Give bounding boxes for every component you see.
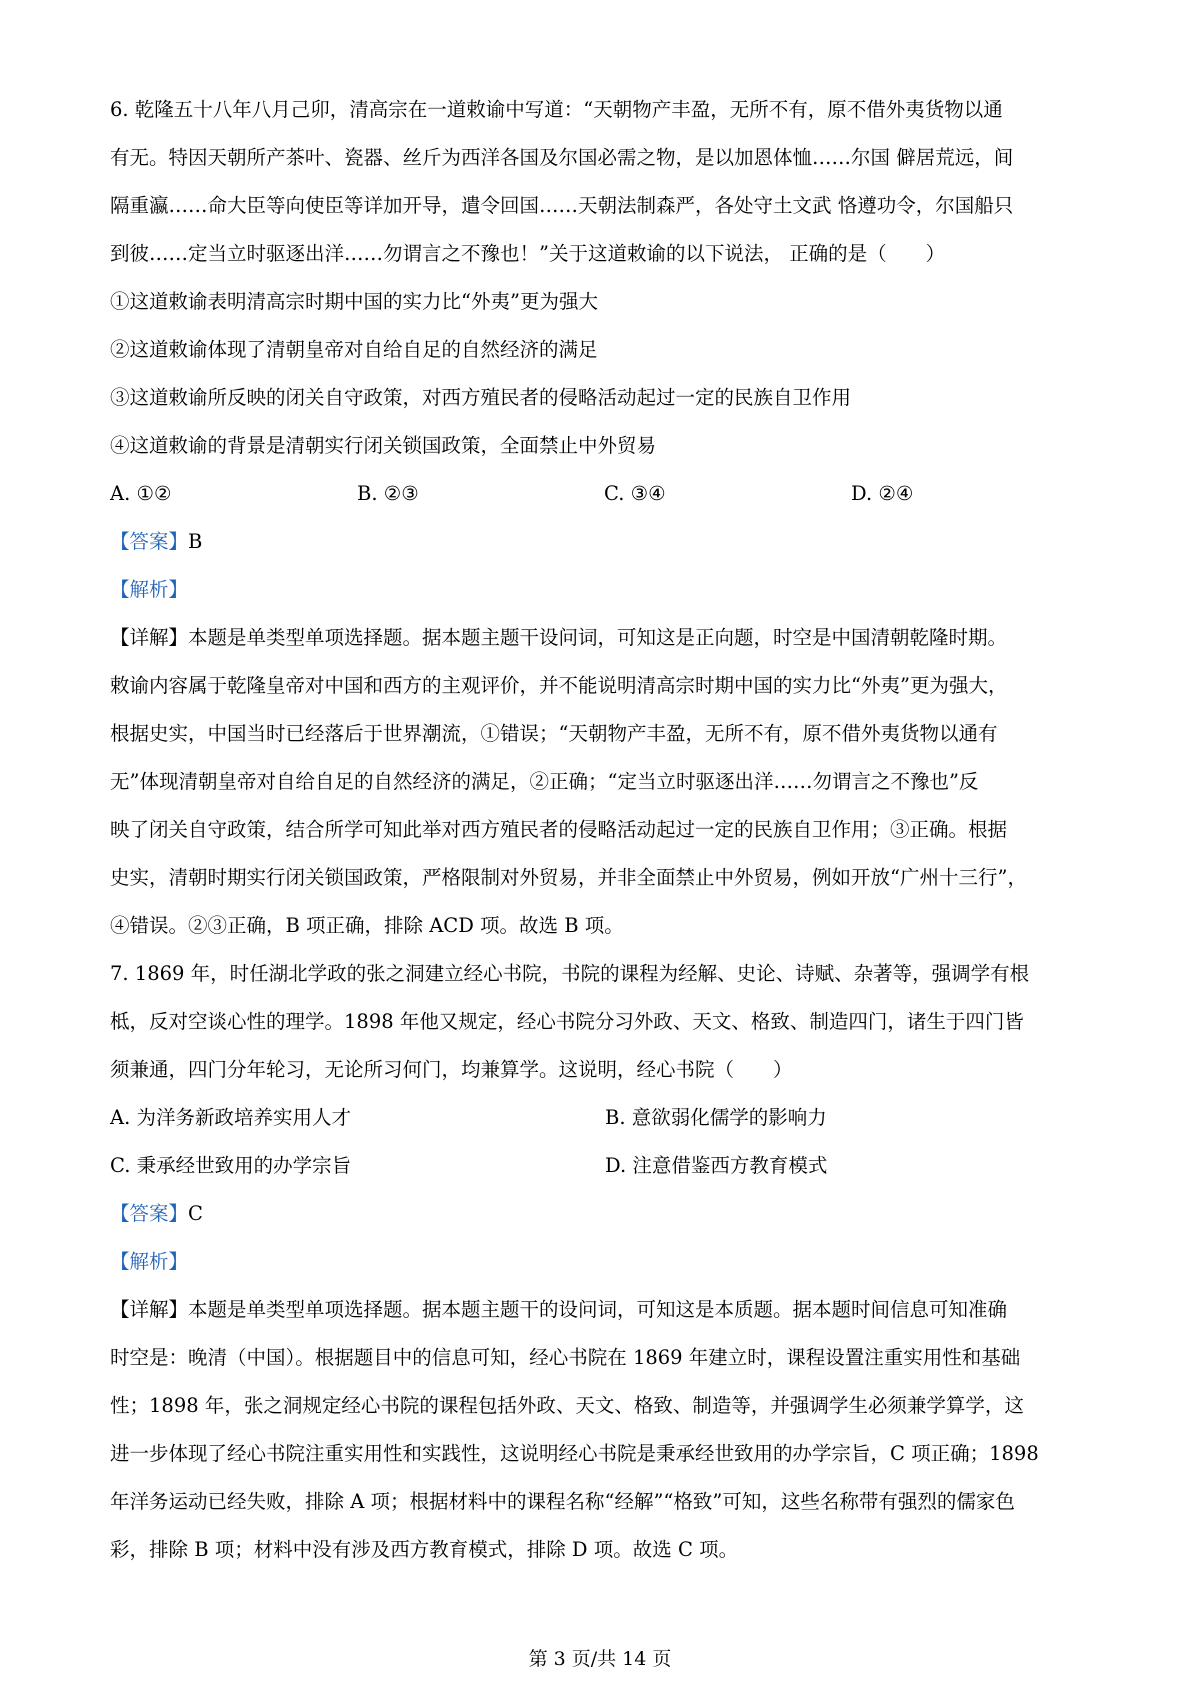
answer-value: C bbox=[188, 1202, 203, 1225]
q6-stem-line: 到彼……定当立时驱逐出洋……勿谓言之不豫也！”关于这道敕谕的以下说法， 正确的是（ ） bbox=[110, 242, 946, 265]
detail-tag: 【详解】 bbox=[110, 626, 189, 649]
answer-value: B bbox=[188, 530, 203, 553]
q6-statement-4: ④这道敕谕的背景是清朝实行闭关锁国政策，全面禁止中外贸易 bbox=[110, 434, 657, 457]
q6-detail-line bbox=[110, 614, 1100, 662]
q6-stem-line: 6. 乾隆五十八年八月己卯，清高宗在一道敕谕中写道：“天朝物产丰盈，无所不有，原不借外夷货物以通 bbox=[110, 98, 1003, 121]
analysis-tag: 【解析】 bbox=[110, 578, 189, 601]
q6-detail-line: 无”体现清朝皇帝对自给自足的自然经济的满足，②正确；“定当立时驱逐出洋……勿谓言之不豫也”反 bbox=[110, 770, 979, 793]
q6-detail-line: 史实，清朝时期实行闭关锁国政策，严格限制对外贸易，并非全面禁止中外贸易，例如开放“广州十三行”， bbox=[110, 866, 1027, 889]
answer-tag: 【答案】 bbox=[110, 1202, 189, 1225]
q6-detail-line: 映了闭关自守政策，结合所学可知此举对西方殖民者的侵略活动起过一定的民族自卫作用；③正确。根据 bbox=[110, 818, 1008, 841]
q7-stem-line: 柢，反对空谈心性的理学。1898 年他又规定，经心书院分习外政、天文、格致、制造四门，诸生于四门皆 bbox=[110, 1010, 1024, 1033]
q7-analysis bbox=[110, 1238, 1100, 1286]
q7-detail-line: 时空是：晚清（中国）。根据题目中的信息可知，经心书院在 1869 年建立时，课程设置注重实用性和基础 bbox=[110, 1346, 1021, 1369]
q7-detail-line: 性；1898 年，张之洞规定经心书院的课程包括外政、天文、格致、制造等，并强调学生必须兼学算学，这 bbox=[110, 1394, 1024, 1417]
q7-options-row-1 bbox=[110, 1094, 1100, 1142]
detail-text: 本题是单类型单项选择题。据本题主题干的设问词，可知这是本质题。据本题时间信息可知准确 bbox=[188, 1298, 1008, 1321]
q6-statement-1: ①这道敕谕表明清高宗时期中国的实力比“外夷”更为强大 bbox=[110, 290, 598, 313]
q6-detail-line: 根据史实，中国当时已经落后于世界潮流，①错误；“天朝物产丰盈，无所不有，原不借外夷货物以通有 bbox=[110, 722, 998, 745]
q6-detail-line: ④错误。②③正确，B 项正确，排除 ACD 项。故选 B 项。 bbox=[110, 914, 624, 937]
page-number: 第 3 页/共 14 页 bbox=[528, 1648, 672, 1670]
q7-detail-line: 年洋务运动已经失败，排除 A 项；根据材料中的课程名称“经解”“格致”可知，这些名称带有强烈的儒家色 bbox=[110, 1490, 1015, 1513]
q7-detail-line: 彩，排除 B 项；材料中没有涉及西方教育模式，排除 D 项。故选 C 项。 bbox=[110, 1538, 739, 1561]
q6-options bbox=[110, 470, 1100, 518]
q6-option-b: B. ②③ bbox=[357, 482, 419, 505]
q7-option-c: C. 秉承经世致用的办学宗旨 bbox=[110, 1154, 352, 1177]
question-6 bbox=[110, 86, 1100, 950]
detail-text: 本题是单类型单项选择题。据本题主题干设问词，可知这是正向题，时空是中国清朝乾隆时期。 bbox=[188, 626, 1008, 649]
q6-statement-3: ③这道敕谕所反映的闭关自守政策，对西方殖民者的侵略活动起过一定的民族自卫作用 bbox=[110, 386, 852, 409]
q7-stem-line: 7. 1869 年，时任湖北学政的张之洞建立经心书院，书院的课程为经解、史论、诗赋、杂著等，强调学有根 bbox=[110, 962, 1030, 985]
q7-answer bbox=[110, 1190, 1100, 1238]
q7-options-row-2 bbox=[110, 1142, 1100, 1190]
q7-stem-line: 须兼通，四门分年轮习，无论所习何门，均兼算学。这说明，经心书院（ ） bbox=[110, 1058, 793, 1081]
document-body bbox=[110, 86, 1100, 1574]
q6-detail-line: 敕谕内容属于乾隆皇帝对中国和西方的主观评价，并不能说明清高宗时期中国的实力比“外夷”更为强大， bbox=[110, 674, 1008, 697]
q7-option-b: B. 意欲弱化儒学的影响力 bbox=[605, 1106, 827, 1129]
q6-stem-line: 有无。特因天朝所产茶叶、瓷器、丝斤为西洋各国及尔国必需之物，是以加恩体恤……尔国 僻居荒远，间 bbox=[110, 146, 1014, 169]
q6-option-d: D. ②④ bbox=[851, 482, 914, 505]
q6-stem-line: 隔重瀛……命大臣等向使臣等详加开导，遣令回国……天朝法制森严，各处守土文武 恪遵功令，尔国船只 bbox=[110, 194, 1014, 217]
q6-option-a: A. ①② bbox=[110, 482, 172, 505]
q7-option-d: D. 注意借鉴西方教育模式 bbox=[605, 1154, 828, 1177]
q7-option-a: A. 为洋务新政培养实用人才 bbox=[110, 1106, 351, 1129]
q6-answer bbox=[110, 518, 1100, 566]
detail-tag: 【详解】 bbox=[110, 1298, 189, 1321]
q7-detail-line bbox=[110, 1286, 1100, 1334]
q7-detail-line: 进一步体现了经心书院注重实用性和实践性，这说明经心书院是秉承经世致用的办学宗旨，C 项正确；1898 bbox=[110, 1442, 1039, 1465]
question-7 bbox=[110, 950, 1100, 1574]
q6-statement-2: ②这道敕谕体现了清朝皇帝对自给自足的自然经济的满足 bbox=[110, 338, 598, 361]
answer-tag: 【答案】 bbox=[110, 530, 189, 553]
q6-analysis bbox=[110, 566, 1100, 614]
analysis-tag: 【解析】 bbox=[110, 1250, 189, 1273]
q6-option-c: C. ③④ bbox=[604, 482, 666, 505]
